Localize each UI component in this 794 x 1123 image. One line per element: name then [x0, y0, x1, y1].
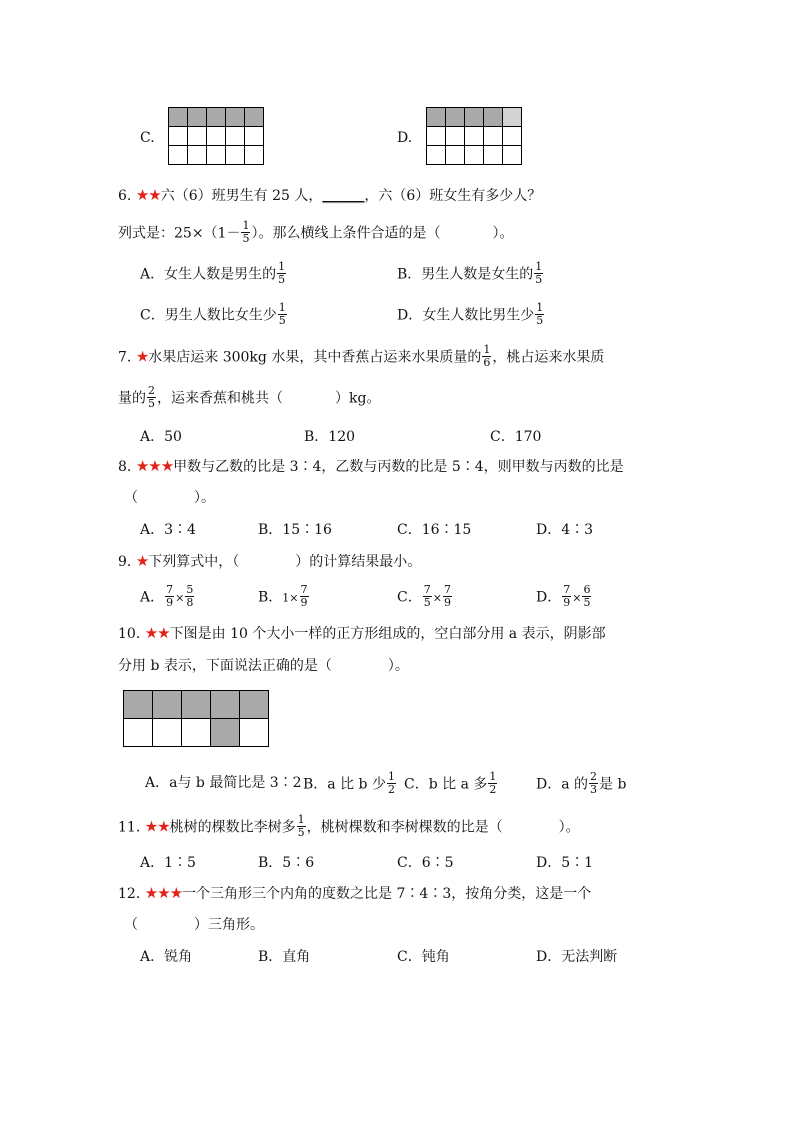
shaded-cell [124, 691, 153, 719]
question-text: 下图是由 10 个大小一样的正方形组成的，空白部分用 a 表示，阴影部 [169, 626, 606, 642]
fraction: $\frac{1}{5}$ [536, 301, 544, 327]
blank-cell [484, 127, 503, 146]
blank-cell [427, 127, 446, 146]
question-text: 一个三角形三个内角的度数之比是 7∶4∶3，按角分类，这是一个 [182, 886, 592, 902]
q9-option-d[interactable]: D． $\frac{7}{9}$ × $\frac{6}{5}$ [536, 583, 591, 609]
q7-option-b[interactable]: B．120 [304, 429, 356, 445]
blank-cell [240, 719, 269, 747]
option-d-grid [426, 107, 522, 165]
question-6 [118, 185, 541, 205]
q11-option-b[interactable]: B．5∶6 [258, 855, 315, 871]
question-number: 11. [118, 819, 141, 836]
question-text: 下列算式中，（ ）的计算结果最小。 [148, 554, 422, 570]
blank-cell [226, 127, 245, 146]
shaded-cell [169, 108, 188, 127]
q10-option-c[interactable]: C．b 比 a 多 $\frac{1}{2}$ [404, 770, 497, 796]
question-text: 六（6）班男生有 25 人， [160, 188, 323, 204]
question-text: 量的 [118, 390, 146, 407]
question-text: ）。 [492, 225, 514, 242]
q6-option-b[interactable]: B．男生人数是女生的 $\frac{1}{5}$ [397, 260, 543, 286]
question-10 [118, 623, 606, 643]
difficulty-stars: ★★ [144, 817, 170, 836]
q12-option-b[interactable]: B．直角 [258, 949, 311, 965]
fraction: $\frac{1}{5}$ [535, 260, 543, 286]
blank-cell [503, 146, 522, 165]
fraction: $\frac{1}{5}$ [278, 260, 286, 286]
question-text: ）kg。 [335, 390, 381, 407]
q8-option-a[interactable]: A．3∶4 [140, 522, 196, 538]
question-text: ）。那么横线上条件合适的是（ [251, 225, 441, 242]
question-text: 水果店运来 300kg 水果，其中香蕉占运来水果质量的 [148, 349, 482, 366]
question-number: 9. [118, 554, 132, 570]
difficulty-stars: ★ [135, 347, 149, 366]
blank-cell [446, 127, 465, 146]
question-11 [118, 815, 580, 840]
q9-option-b[interactable]: B．1× $\frac{7}{9}$ [258, 583, 308, 609]
shaded-cell [465, 108, 484, 127]
q12-option-a[interactable]: A．锐角 [140, 949, 193, 965]
blank-line: ______ [322, 188, 365, 204]
blank-cell [484, 146, 503, 165]
blank-cell [182, 719, 211, 747]
question-number: 6. [118, 188, 132, 204]
question-number: 7. [118, 349, 132, 366]
fraction: $\frac{1}{6}$ [483, 343, 491, 369]
fraction: $\frac{2}{5}$ [148, 384, 155, 410]
blank-cell [169, 146, 188, 165]
shaded-cell [182, 691, 211, 719]
q7-option-c[interactable]: C．170 [490, 429, 542, 445]
shaded-cell [207, 108, 226, 127]
q8-option-d[interactable]: D．4∶3 [536, 522, 594, 538]
q10-option-d[interactable]: D．a 的 $\frac{2}{3}$ 是 b [536, 770, 627, 796]
question-8-line-2: （ ）。 [124, 490, 215, 506]
question-9 [118, 551, 421, 571]
blank-cell [153, 719, 182, 747]
blank-cell [465, 146, 484, 165]
difficulty-stars: ★★★ [135, 457, 174, 475]
shaded-cell [427, 108, 446, 127]
question-number: 8. [118, 459, 132, 475]
option-c-label: C. [140, 130, 155, 146]
q8-option-c[interactable]: C．16∶15 [397, 522, 472, 538]
shaded-cell [446, 108, 465, 127]
q11-option-a[interactable]: A．1∶5 [140, 855, 196, 871]
q10-grid-figure [123, 690, 269, 747]
q6-option-a[interactable]: A．女生人数是男生的 $\frac{1}{5}$ [140, 260, 286, 286]
question-7 [118, 345, 604, 370]
q9-option-a[interactable]: A． $\frac{7}{9}$ × $\frac{5}{8}$ [140, 583, 194, 609]
question-12 [118, 883, 591, 903]
blank-cell [124, 719, 153, 747]
option-d-label: D. [397, 130, 413, 146]
difficulty-stars: ★★★ [144, 884, 183, 902]
difficulty-stars: ★★ [144, 624, 170, 642]
question-text: ，运来香蕉和桃共（ [157, 390, 283, 407]
question-text: 列式是：25×（1－ [118, 225, 241, 242]
q6-option-c[interactable]: C．男生人数比女生少 $\frac{1}{5}$ [140, 301, 286, 327]
question-number: 10. [118, 626, 141, 642]
question-8 [118, 456, 624, 476]
shaded-cell [245, 108, 264, 127]
blank-cell [169, 127, 188, 146]
question-number: 12. [118, 886, 141, 902]
blank-cell [188, 146, 207, 165]
question-6-line-2 [118, 221, 513, 246]
q7-option-a[interactable]: A．50 [140, 429, 182, 445]
question-7-line-2 [118, 386, 380, 411]
shaded-cell [484, 108, 503, 127]
question-text: ，桃树棵数和李树棵数的比是（ ）。 [306, 819, 580, 836]
question-10-line-2: 分用 b 表示，下面说法正确的是（ ）。 [118, 658, 409, 674]
fraction: $\frac{1}{5}$ [297, 813, 305, 839]
shaded-cell [211, 719, 240, 747]
blank-cell [245, 146, 264, 165]
q6-option-d[interactable]: D．女生人数比男生少 $\frac{1}{5}$ [397, 301, 544, 327]
shaded-cell [226, 108, 245, 127]
shaded-cell [153, 691, 182, 719]
blank-cell [188, 127, 207, 146]
fraction: $\frac{1}{5}$ [278, 301, 286, 327]
shaded-cell [240, 691, 269, 719]
q11-option-d[interactable]: D．5∶1 [536, 855, 594, 871]
shaded-cell [211, 691, 240, 719]
difficulty-stars: ★★ [135, 186, 161, 204]
shaded-cell [188, 108, 207, 127]
blank-cell [503, 127, 522, 146]
question-12-line-2: （ ）三角形。 [124, 917, 264, 933]
question-text: ，桃占运来水果质 [492, 349, 605, 366]
question-text: 甲数与乙数的比是 3∶4，乙数与丙数的比是 5∶4，则甲数与丙数的比是 [173, 459, 624, 475]
question-text: 桃树的棵数比李树多 [169, 819, 296, 836]
q10-option-b[interactable]: B．a 比 b 少 $\frac{1}{2}$ [303, 770, 395, 796]
q9-option-c[interactable]: C． $\frac{7}{5}$ × $\frac{7}{9}$ [397, 583, 451, 609]
blank-cell [427, 146, 446, 165]
option-c-grid [168, 107, 264, 165]
shaded-cell [503, 108, 522, 127]
difficulty-stars: ★ [135, 552, 149, 570]
blank-cell [226, 146, 245, 165]
question-text: ，六（6）班女生有多少人？ [364, 188, 542, 204]
q8-option-b[interactable]: B．15∶16 [258, 522, 332, 538]
q12-option-d[interactable]: D．无法判断 [536, 949, 618, 965]
blank-cell [245, 127, 264, 146]
blank-cell [207, 127, 226, 146]
blank-cell [465, 127, 484, 146]
blank-cell [207, 146, 226, 165]
blank-cell [446, 146, 465, 165]
q10-option-a[interactable]: A．a与 b 最简比是 3∶2 [145, 775, 302, 791]
q12-option-c[interactable]: C．钝角 [397, 949, 450, 965]
fraction: $\frac{1}{5}$ [242, 219, 250, 245]
q11-option-c[interactable]: C．6∶5 [397, 855, 454, 871]
